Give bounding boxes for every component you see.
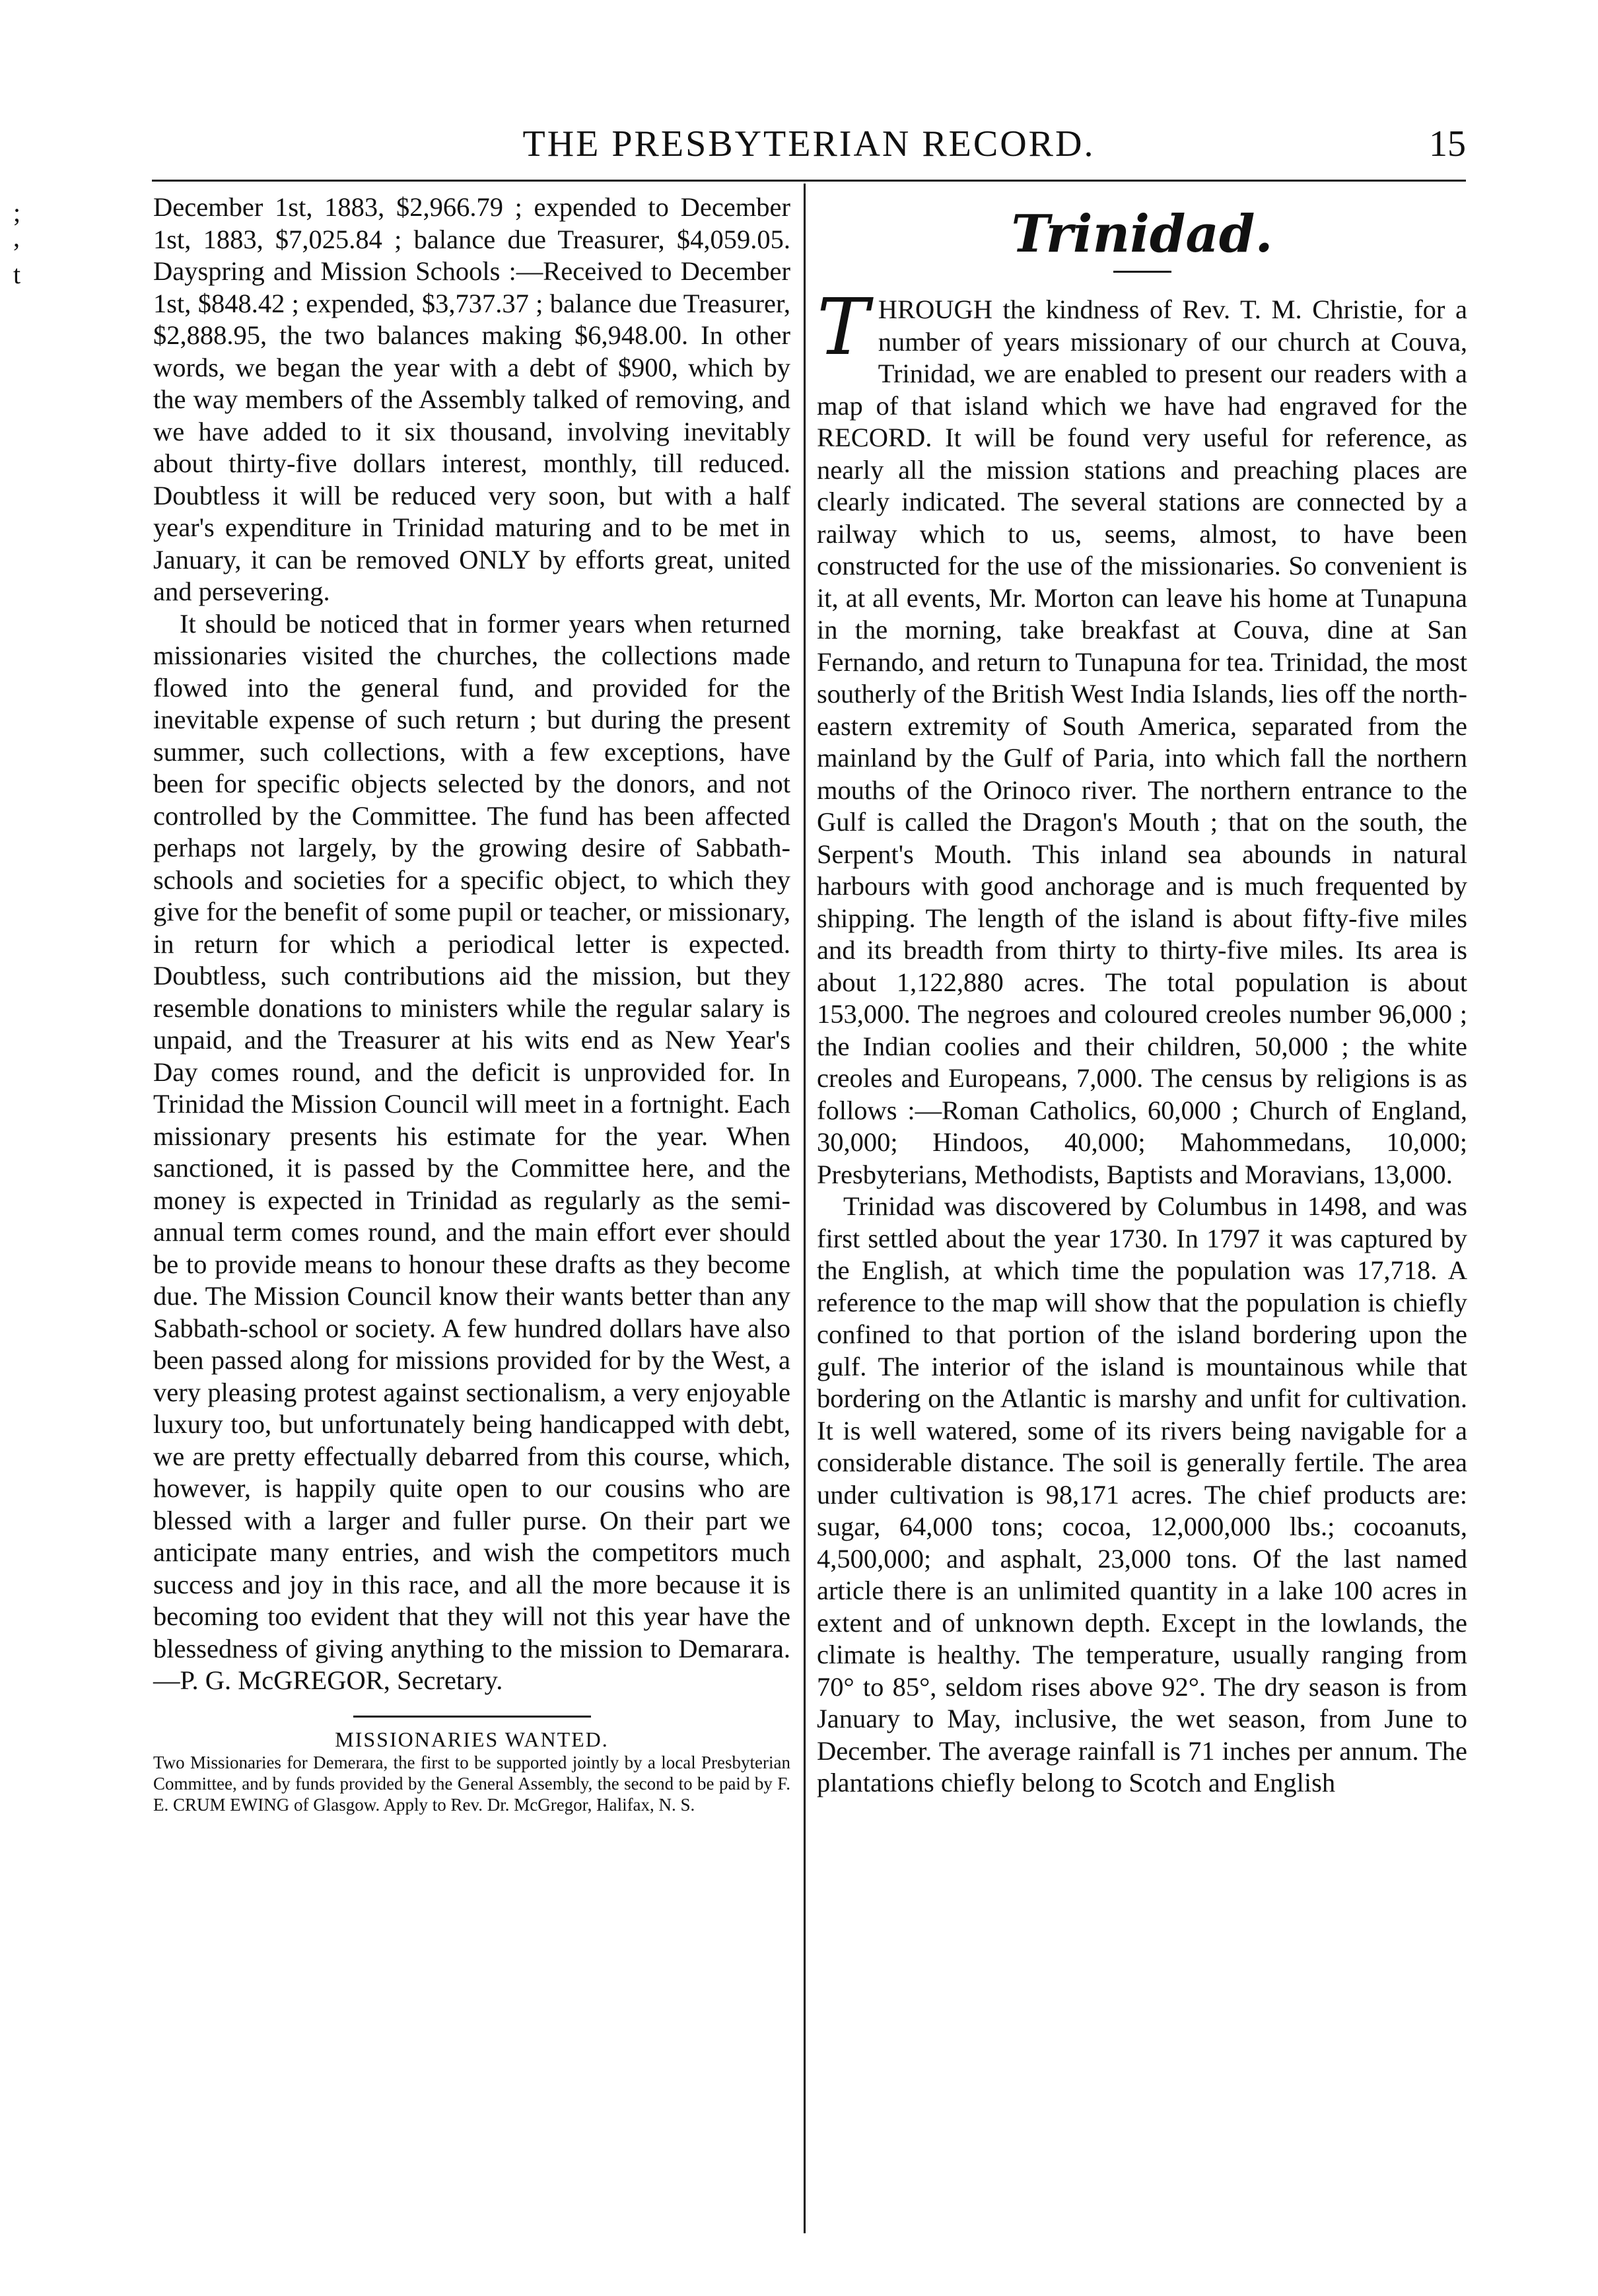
- margin-mark: ,: [13, 223, 20, 252]
- column-divider: [804, 184, 806, 2233]
- margin-mark: t: [13, 260, 21, 289]
- body-paragraph: It should be noticed that in former years when returned missionaries visited the churches, the collections made flowed into the general fund, and provided for the inevitable expense of such return ; but during the present summer, such collections, with a few exceptions, have been for specific objects selected by the donors, and not controlled by the Committee. The fund has been affected perhaps not largely, by the growing desire of Sabbath-schools and societies for a specific object, to which they give for the benefit of some pupil or teacher, or missionary, in return for which a periodical letter is expected. Doubtless, such contributions aid the mission, but they resemble donations to ministers while the regular salary is unpaid, and the Treasurer at his wits end as New Year's Day comes round, and the deficit is unprovided for. In Trinidad the Mission Council will meet in a fortnight. Each missionary presents his estimate for the year. When sanctioned, it is passed by the Committee here, and the money is expected in Trinidad as regularly as the semi-annual term comes round, and the main effort ever should be to provide means to honour these drafts as they become due. The Mission Council know their wants better than any Sabbath-school or society. A few hundred dollars have also been passed along for missions provided for by the West, a very pleasing protest against sectionalism, a very enjoyable luxury too, but unfortunately being handicapped with debt, we are pretty effectually debarred from this course, which, however, is happily quite open to our cousins who are blessed with a larger and fuller purse. On their part we anticipate many entries, and wish the competitors much success and joy in this race, and all the more because it is becoming too evident that they will not this year have the blessedness of giving anything to the mission to Demarara.—P. G. McGREGOR, Secretary.: [153, 608, 790, 1695]
- drop-cap: T: [817, 281, 869, 372]
- notice-body: Two Missionaries for Demerara, the first to be supported jointly by a local Presbyterian Committee, and by funds provided by the General Assembly, the second to be paid by F. E. CRUM EWING of Glasgow. Apply to Rev. Dr. McGregor, Halifax, N. S.: [153, 1752, 790, 1815]
- body-paragraph: Trinidad was discovered by Columbus in 1498, and was first settled about the year 1730. In 1797 it was captured by the English, at which time the population was 17,718. A reference to the map will show that the population is chiefly confined to that portion of the island bordering upon the gulf. The interior of the island is mountainous while that bordering on the Atlantic is marshy and unfit for cultivation. It is well watered, some of its rivers being navigable for a considerable distance. The soil is generally fertile. The area under cultivation is 98,171 acres. The chief products are: sugar, 64,000 tons; cocoa, 12,000,000 lbs.; cocoanuts, 4,500,000; and asphalt, 23,000 tons. Of the last named article there is an unlimited quantity in a lake 100 acres in extent and of unknown depth. Except in the lowlands, the climate is healthy. The temperature, usually ranging from 70° to 85°, seldom rises above 92°. The dry season is from January to May, inclusive, the wet season, from June to December. The average rainfall is 71 inches per annum. The plantations chiefly belong to Scotch and English: [817, 1191, 1467, 1797]
- title-rule: [1113, 271, 1171, 273]
- notice-heading: MISSIONARIES WANTED.: [335, 1727, 609, 1751]
- body-paragraph: HROUGH the kindness of Rev. T. M. Christie, for a number of years missionary of our church at Couva, Trinidad, we are enabled to present our readers with a map of that island which we have had engraved for the RECORD. It will be found very useful for reference, as nearly all the mission stations and preaching places are clearly indicated. The several stations are connected by a railway which to us, seems, almost, to have been constructed for the use of the missionaries. So convenient is it, at all events, Mr. Morton can leave his home at Tunapuna in the morning, take breakfast at Couva, dine at San Fernando, and return to Tunapuna for tea. Trinidad, the most southerly of the British West India Islands, lies off the north-eastern extremity of South America, separated from the mainland by the Gulf of Paria, into which fall the northern mouths of the Orinoco river. The northern entrance to the Gulf is called the Dragon's Mouth ; that on the south, the Serpent's Mouth. This inland sea abounds in natural harbours with good anchorage and is much frequented by shipping. The length of the island is about fifty-five miles and its breadth from thirty to thirty-five miles. Its area is about 1,122,880 acres. The total population is about 153,000. The negroes and coloured creoles number 96,000 ; the Indian coolies and their children, 50,000 ; the white creoles and Europeans, 7,000. The census by religions is as follows :—Roman Catholics, 60,000 ; Church of England, 30,000; Hindoos, 40,000; Mahommedans, 10,000; Presbyterians, Methodists, Baptists and Moravians, 13,000.: [817, 295, 1467, 1189]
- publication-title: THE PRESBYTERIAN RECORD.: [522, 123, 1095, 164]
- margin-mark: ;: [13, 197, 21, 227]
- notice-rule: [353, 1716, 591, 1718]
- body-paragraph: December 1st, 1883, $2,966.79 ; expended to December 1st, 1883, $7,025.84 ; balance due Treasurer, $4,059.05. Dayspring and Mission Schools :—Received to December 1st, $848.42 ; expended, $3,737.37 ; balance due Treasurer, $2,888.95, the two balances making $6,948.00. In other words, we began the year with a debt of $900, which by the way members of the Assembly talked of removing, and we have added to it six thousand, involving inevitably about thirty-five dollars interest, monthly, till reduced. Doubtless it will be reduced very soon, but with a half year's expenditure in Trinidad maturing and to be met in January, it can be removed ONLY by efforts great, united and persevering.: [153, 192, 790, 606]
- page-header: [152, 123, 1466, 173]
- left-column: [153, 191, 790, 1815]
- header-rule: [152, 180, 1466, 182]
- section-title: Trinidad.: [1011, 204, 1273, 264]
- right-column: [817, 205, 1467, 1799]
- page-number: 15: [1429, 123, 1466, 164]
